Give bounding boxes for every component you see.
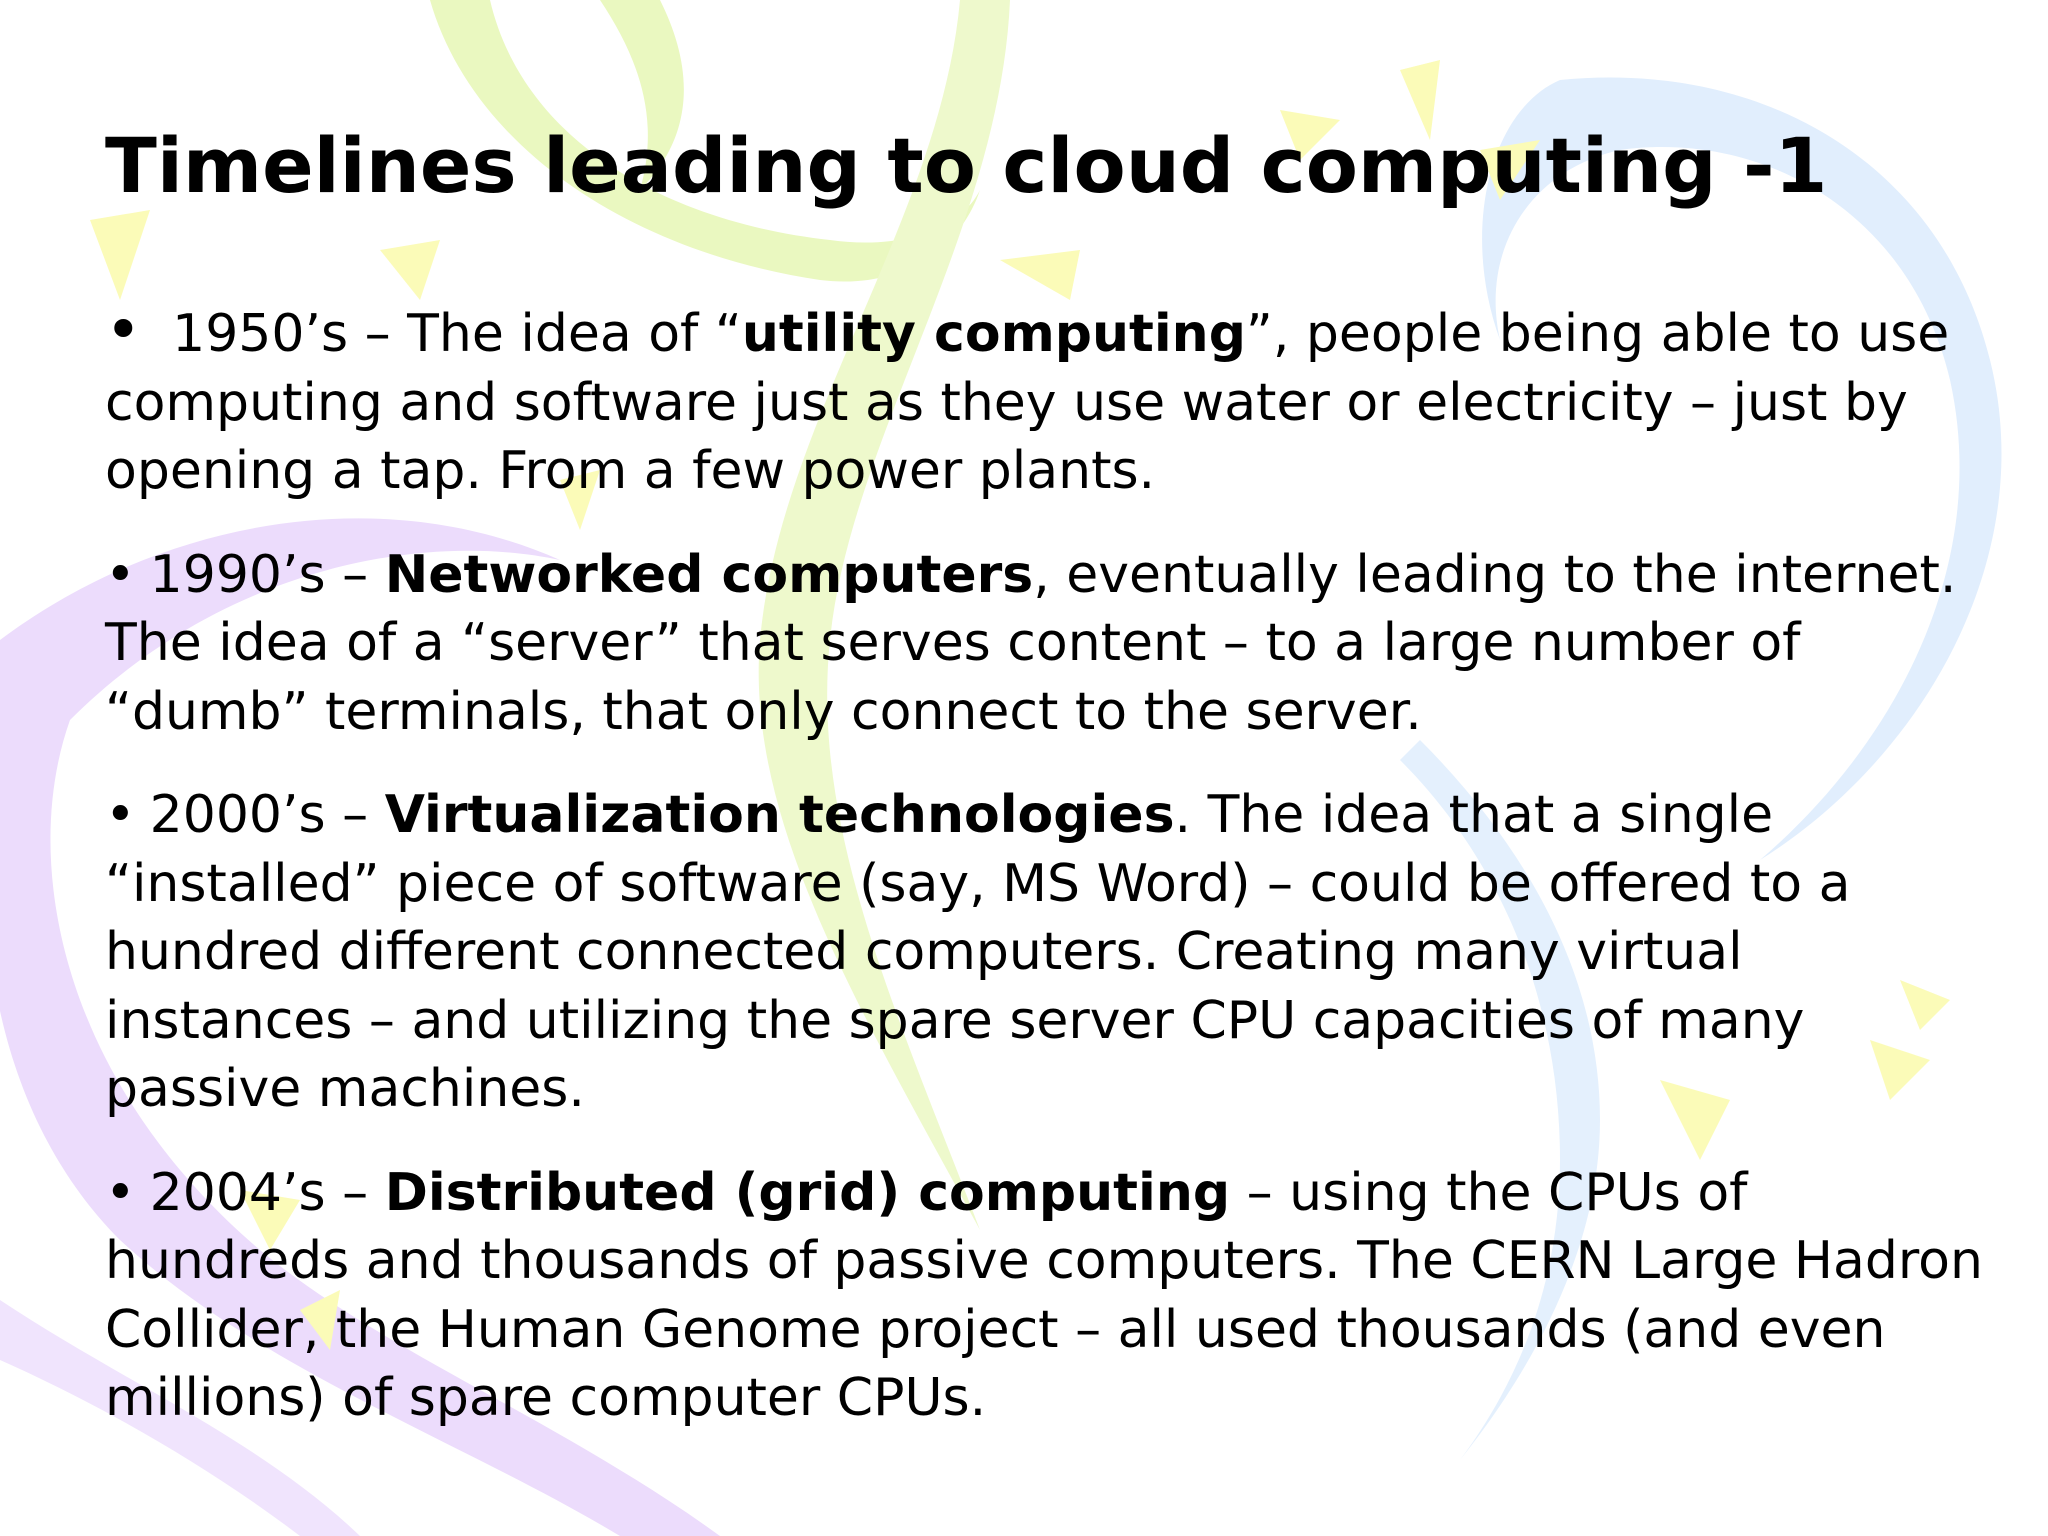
bullet-bold-term: utility computing	[741, 304, 1246, 364]
bullet-item-2000s	[105, 781, 1985, 1124]
bullet-bold-term: Distributed (grid) computing	[384, 1162, 1231, 1223]
bullet-item-1950s	[105, 293, 1985, 506]
bullet-list	[105, 293, 1985, 1468]
bullet-item-2004s	[105, 1159, 1985, 1433]
bullet-marker: •	[105, 1162, 136, 1223]
bullet-lead: 2000’s –	[149, 785, 385, 845]
bullet-marker: •	[105, 544, 136, 605]
slide-title: Timelines leading to cloud computing -1	[105, 121, 1828, 210]
bullet-bold-term: Networked computers	[384, 544, 1034, 605]
bullet-lead: 1950’s – The idea of “	[172, 304, 742, 364]
bullet-text: ”, people being able to use computing and software just as they use water or electricity – just by opening a tap. From a few power plants.	[105, 304, 1950, 501]
bullet-lead: 2004’s –	[149, 1162, 385, 1223]
bullet-text: , eventually leading to the internet. The idea of a “server” that serves content – to a large number of “dumb” terminals, that only connect to the server.	[105, 544, 1957, 742]
bullet-text: – using the CPUs of hundreds and thousands of passive computers. The CERN Large Hadron Collider, the Human Genome project – all used thousands (and even millions) of spare computer CPUs.	[105, 1162, 1983, 1428]
bullet-bold-term: Virtualization technologies	[384, 785, 1175, 845]
bullet-marker: •	[105, 293, 142, 366]
bullet-text: . The idea that a single “installed” piece of software (say, MS Word) – could be offered to a hundred different connected computers. Creating many virtual instances – and utilizing the spare server CPU capacities of many passive machines.	[105, 785, 1851, 1119]
bullet-lead: 1990’s –	[149, 544, 385, 605]
bullet-item-1990s	[105, 541, 1985, 747]
bullet-marker: •	[105, 785, 136, 845]
